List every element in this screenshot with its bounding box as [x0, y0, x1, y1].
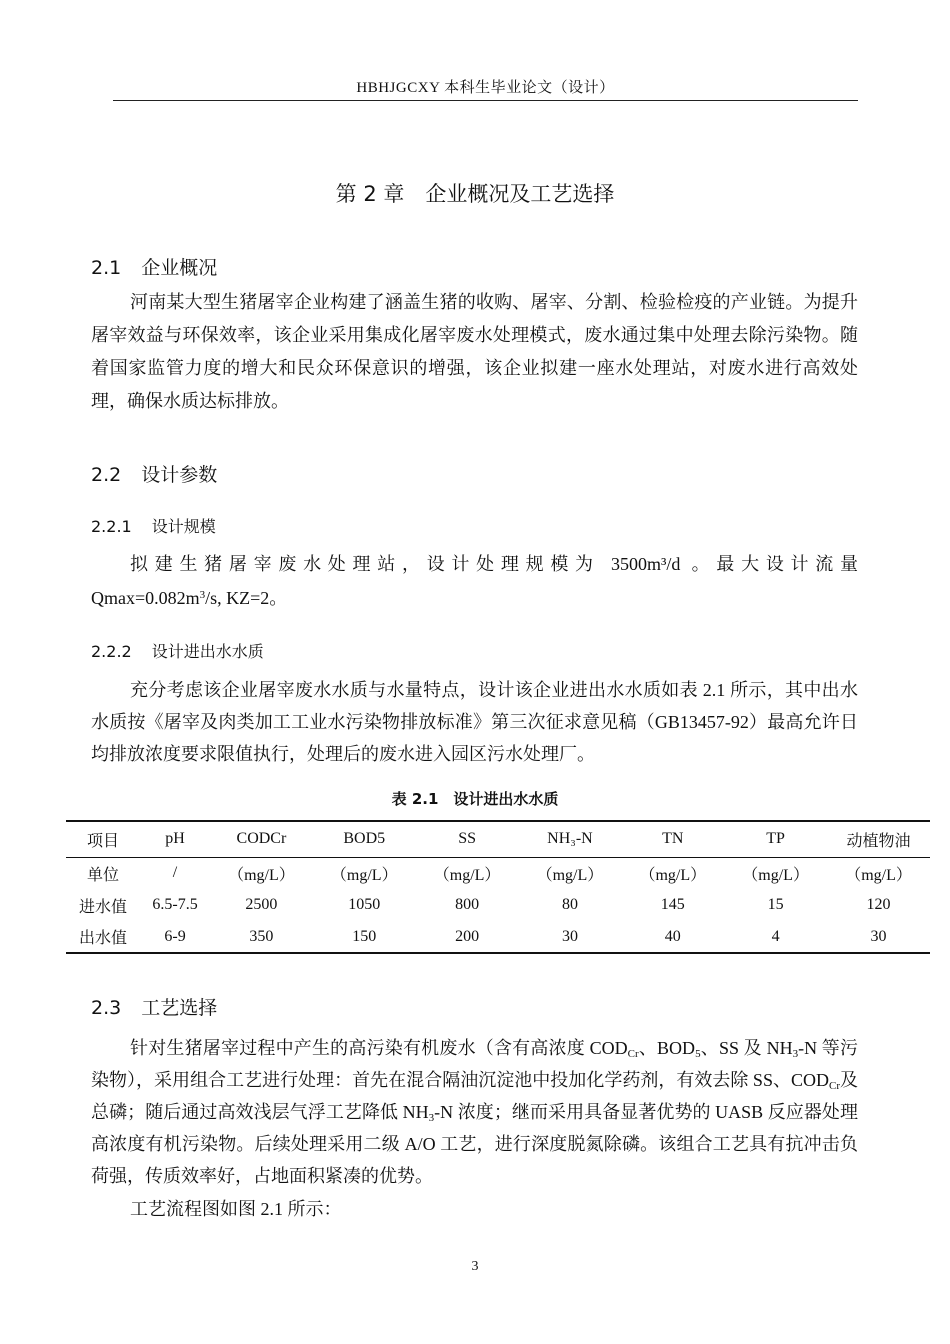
section-title: 工艺选择 — [141, 997, 218, 1019]
design-scale-line1: 拟建生猪屠宰废水处理站，设计处理规模为 3500m³/d 。最大设计流量 — [130, 554, 858, 574]
section-number: 2.1 — [91, 257, 122, 279]
section-title: 设计规模 — [151, 517, 216, 536]
table-cell: 145 — [660, 896, 685, 913]
table-cell: 800 — [455, 896, 480, 913]
section-2-2-heading — [91, 460, 217, 487]
kz-text: /s, KZ=2。 — [205, 588, 288, 608]
table-cell: 6.5-7.5 — [152, 896, 198, 913]
table-cell: 进水值 — [79, 898, 128, 916]
table-cell: 200 — [455, 927, 480, 945]
table-header-row — [66, 821, 930, 857]
text-run: -N 等污染物），采用组合工艺进行处理：首先在混合隔油沉淀池中投加化学药剂，有效去除 SS、COD — [91, 1038, 858, 1090]
water-quality-table — [66, 820, 930, 954]
section-2-3-paragraph — [91, 1032, 858, 1192]
table-cell: （mg/L） — [639, 866, 707, 884]
section-2-2-2-heading — [91, 639, 264, 662]
header-cell: BOD5 — [313, 821, 416, 857]
header-cell: TN — [621, 821, 724, 857]
header-cell: pH — [140, 821, 210, 857]
header-cell: CODCr — [210, 821, 313, 857]
table-cell: （mg/L） — [845, 866, 912, 884]
table-cell: 120 — [866, 896, 891, 913]
table-cell: 1050 — [348, 896, 381, 913]
section-number: 2.2 — [91, 464, 122, 486]
table-cell: 出水值 — [79, 930, 128, 947]
section-title: 企业概况 — [141, 257, 218, 279]
header-cell: TP — [724, 821, 827, 857]
header-cell: 项目 — [66, 821, 140, 857]
table-cell: 30 — [561, 927, 578, 945]
table-cell: （mg/L） — [536, 866, 604, 884]
table-row — [66, 857, 930, 889]
table-cell: 4 — [771, 927, 780, 945]
table-cell: 单位 — [87, 866, 120, 884]
table-cell: 150 — [352, 927, 377, 945]
text-run: 、SS 及 NH — [700, 1038, 793, 1058]
table-caption: 表 2.1 设计进出水水质 — [391, 790, 559, 808]
table-row — [66, 921, 930, 953]
section-2-3-heading — [91, 993, 217, 1020]
section-2-1-paragraph: 河南某大型生猪屠宰企业构建了涵盖生猪的收购、屠宰、分割、检验检疫的产业链。为提升屠宰效益与环保效率，该企业采用集成化屠宰废水处理模式，废水通过集中处理去除污染物。随着国家监管力度的增大和民众环保意识的增强，该企业拟建一座水处理站，对废水进行高效处理，确保水质达标排放。 — [91, 292, 858, 411]
table-cell: 40 — [664, 927, 681, 945]
table-cell: （mg/L） — [228, 866, 295, 884]
table-cell: 2500 — [245, 896, 278, 913]
table-cell: （mg/L） — [330, 866, 398, 884]
design-scale-line2 — [91, 582, 858, 615]
subscript: Cr — [627, 1048, 639, 1060]
section-title: 设计进出水水质 — [151, 642, 264, 661]
header-cell: NH₃-N — [519, 821, 622, 857]
table-cell: 6-9 — [164, 927, 186, 945]
text-run: 、BOD — [638, 1038, 696, 1058]
subscript: 3 — [792, 1048, 799, 1060]
header-rule — [113, 100, 858, 101]
table-row — [66, 889, 930, 921]
section-2-2-1-heading — [91, 514, 216, 537]
figure-reference-paragraph: 工艺流程图如图 2.1 所示： — [130, 1199, 342, 1219]
table-cell: （mg/L） — [433, 866, 501, 884]
section-2-1-heading — [91, 253, 217, 280]
table-cell: （mg/L） — [742, 866, 809, 884]
header-cell: 动植物油 — [827, 821, 930, 857]
chapter-title: 第 2 章 企业概况及工艺选择 — [335, 182, 615, 206]
section-number: 2.2.2 — [91, 642, 132, 661]
text-run: 及总磷；随后通过高效浅层气浮工艺降低 NH — [91, 1070, 858, 1122]
table-cell: 80 — [561, 896, 578, 913]
table-cell: 30 — [870, 927, 887, 945]
table-cell: 15 — [767, 896, 784, 913]
running-header: HBHJGCXY 本科生毕业论文（设计） — [356, 80, 615, 96]
subscript: 5 — [695, 1048, 701, 1060]
superscript: 3 — [199, 589, 206, 601]
qmax-text: Qmax=0.082m — [91, 588, 200, 608]
subscript: Cr — [828, 1080, 840, 1092]
header-cell: SS — [416, 821, 519, 857]
page-number: 3 — [471, 1259, 479, 1274]
table-cell: / — [172, 864, 178, 882]
subscript: 3 — [428, 1112, 435, 1124]
table-cell: 350 — [249, 927, 274, 945]
text-run: 针对生猪屠宰过程中产生的高污染有机废水（含有高浓度 COD — [130, 1038, 628, 1058]
section-2-2-2-paragraph: 充分考虑该企业屠宰废水水质与水量特点，设计该企业进出水水质如表 2.1 所示，其中出水水质按《屠宰及肉类加工工业水污染物排放标准》第三次征求意见稿（GB13457-92）最高允许日均排放浓度要求限值执行，处理后的废水进入园区污水处理厂。 — [91, 680, 858, 764]
section-number: 2.3 — [91, 997, 122, 1019]
section-number: 2.2.1 — [91, 517, 132, 536]
text-run: -N 浓度；继而采用具备显著优势的 UASB 反应器处理高浓度有机污染物。后续处理采用二级 A/O 工艺，进行深度脱氮除磷。该组合工艺具有抗冲击负荷强，传质效率好，占地面积紧凑的优势。 — [91, 1102, 858, 1186]
section-title: 设计参数 — [141, 464, 218, 486]
